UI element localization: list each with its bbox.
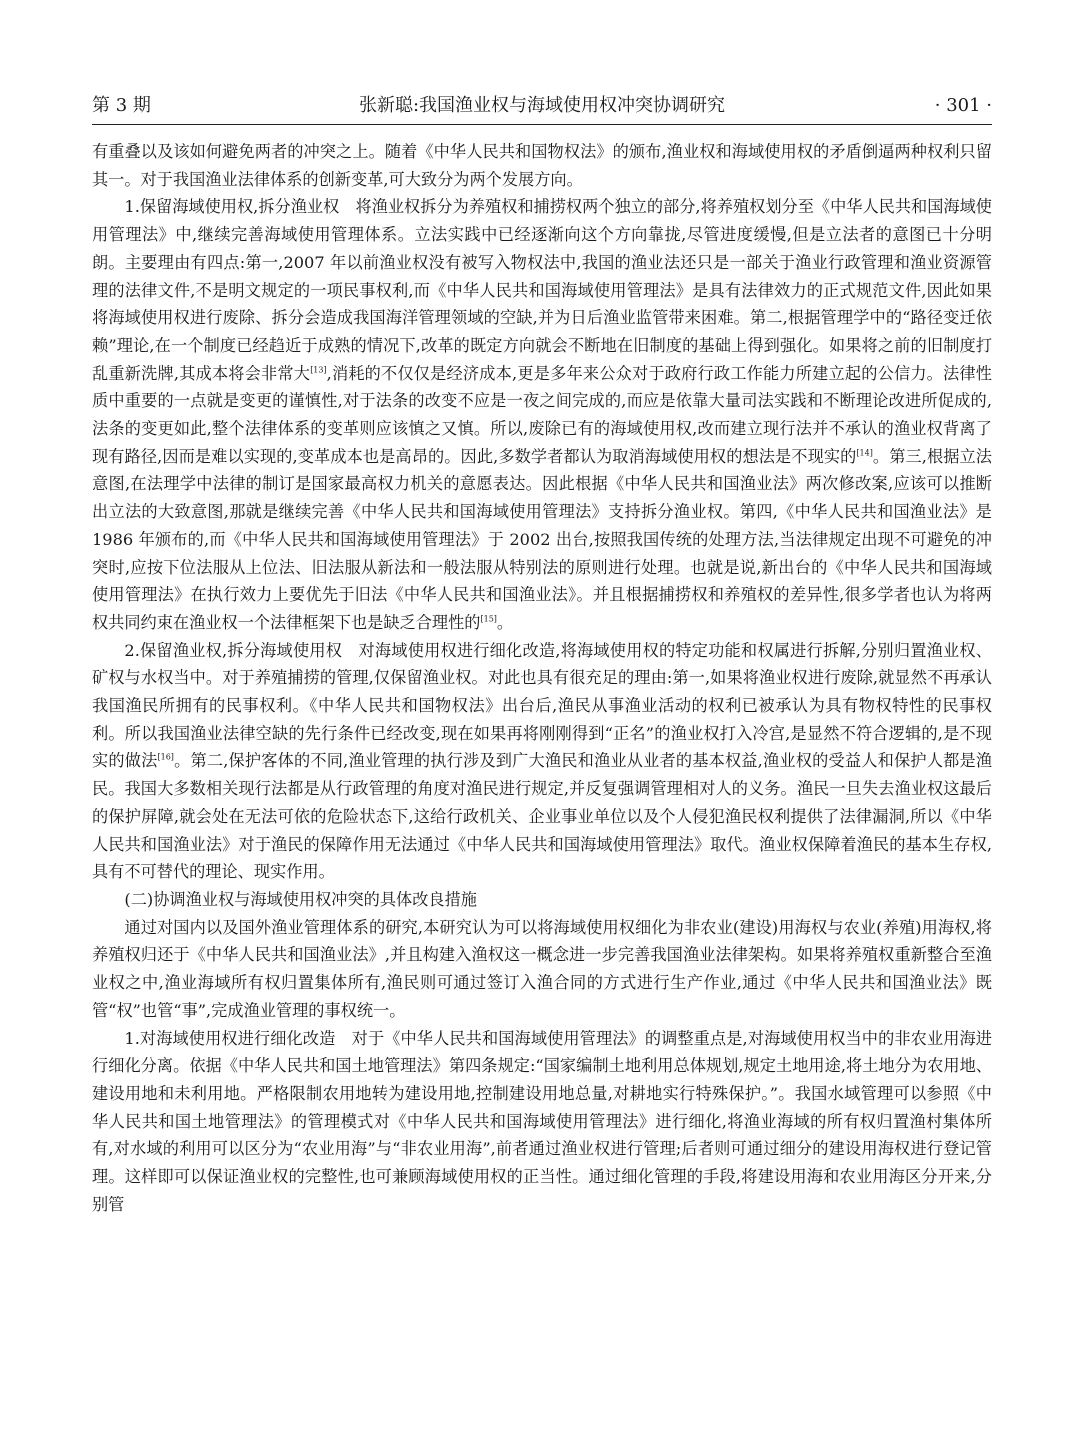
article-body xyxy=(92,138,992,1218)
paragraph xyxy=(92,637,992,886)
issue-number: 第 3 期 xyxy=(92,95,151,116)
paragraph xyxy=(92,914,992,1025)
header-rule xyxy=(92,124,992,125)
paragraph-text: 有重叠以及该如何避免两者的冲突之上。随着《中华人民共和国物权法》的颁布,渔业权和海域使用权的矛盾倒逼两种权利只留其一。对于我国渔业法律体系的创新变革,可大致分为两个发展方向。 xyxy=(92,142,992,189)
paragraph-text: (二)协调渔业权与海域使用权冲突的具体改良措施 xyxy=(124,889,477,909)
paragraph-text: 。第三,根据立法意图,在法理学中法律的制订是国家最高权力机关的意愿表达。因此根据《中华人民共和国渔业法》两次修改案,应该可以推断出立法的大致意图,那就是继续完善《中华人民共和国海域使用管理法》支持拆分渔业权。第四,《中华人民共和国渔业法》是 1986 年颁布的,而《中华人民共和国海域使用管理法》于 2002 出台,按照我国传统的处理方法,当法律规定出现不可避免的冲突时,应按下位法服从上位法、旧法服从新法和一般法服从特别法的原则进行处理。也就是说,新出台的《中华人民共和国海域使用管理法》在执行效力上要优先于旧法《中华人民共和国渔业法》。并且根据捕捞权和养殖权的差异性,很多学者也认为将两权共同约束在渔业权一个法律框架下也是缺乏合理性的 xyxy=(92,446,992,632)
citation-ref: [15] xyxy=(480,614,497,624)
paragraph-text: 。第二,保护客体的不同,渔业管理的执行涉及到广大渔民和渔业从业者的基本权益,渔业权的受益人和保护人都是渔民。我国大多数相关现行法都是从行政管理的角度对渔民进行规定,并反复强调管理相对人的义务。渔民一旦失去渔业权这最后的保护屏障,就会处在无法可依的危险状态下,这给行政机关、企业事业单位以及个人侵犯渔民权利提供了法律漏洞,所以《中华人民共和国渔业法》对于渔民的保障作用无法通过《中华人民共和国海域使用管理法》取代。渔业权保障着渔民的基本生存权,具有不可替代的理论、现实作用。 xyxy=(92,751,993,882)
running-header xyxy=(92,92,992,120)
paragraph-text: 1.保留海域使用权,拆分渔业权 将渔业权拆分为养殖权和捕捞权两个独立的部分,将养殖权划分至《中华人民共和国海域使用管理法》中,继续完善海域使用管理体系。立法实践中已经逐渐向这个方向靠拢,尽管进度缓慢,但是立法者的意图已十分明朗。主要理由有四点:第一,2007 年以前渔业权没有被写入物权法中,我国的渔业法还只是一部关于渔业行政管理和渔业资源管理的法律文件,不是明文规定的一项民事权利,而《中华人民共和国海域使用管理法》是具有法律效力的正式规范文件,因此如果将海域使用权进行废除、拆分会造成我国海洋管理领域的空缺,并为日后渔业监管带来困难。第二,根据管理学中的“路径变迁依赖”理论,在一个制度已经趋近于成熟的情况下,改革的既定方向就会不断地在旧制度的基础上得到强化。如果将之前的旧制度打乱重新洗牌,其成本将会非常大 xyxy=(92,197,992,383)
citation-ref: [14] xyxy=(856,448,873,458)
citation-ref: [13] xyxy=(310,365,327,375)
paragraph-text: 通过对国内以及国外渔业管理体系的研究,本研究认为可以将海域使用权细化为非农业(建设)用海权与农业(养殖)用海权,将养殖权归还于《中华人民共和国渔业法》,并且构建入渔权这一概念进一步完善我国渔业法律架构。如果将养殖权重新整合至渔业权之中,渔业海域所有权归置集体所有,渔民则可通过签订入渔合同的方式进行生产作业,通过《中华人民共和国渔业法》既管“权”也管“事”,完成渔业管理的事权统一。 xyxy=(92,917,992,1020)
paragraph xyxy=(92,886,992,914)
paragraph xyxy=(92,1025,992,1219)
paragraph-text: ,消耗的不仅仅是经济成本,更是多年来公众对于政府行政工作能力所建立起的公信力。法律性质中重要的一点就是变更的谨慎性,对于法条的改变不应是一夜之间完成的,而应是依靠大量司法实践和不断理论改进所促成的,法条的变更如此,整个法律体系的变革则应该慎之又慎。所以,废除已有的海域使用权,改而建立现行法并不承认的渔业权背离了现有路径,因而是难以实现的,变革成本也是高昂的。因此,多数学者都认为取消海域使用权的想法是不现实的 xyxy=(92,363,992,466)
citation-ref: [16] xyxy=(157,753,174,763)
paragraph xyxy=(92,138,992,193)
paragraph-text: 2.保留渔业权,拆分海域使用权 对海域使用权进行细化改造,将海域使用权的特定功能和权属进行拆解,分别归置渔业权、矿权与水权当中。对于养殖捕捞的管理,仅保留渔业权。对此也具有很充足的理由:第一,如果将渔业权进行废除,就显然不再承认我国渔民所拥有的民事权利。《中华人民共和国物权法》出台后,渔民从事渔业活动的权利已被承认为具有物权特性的民事权利。所以我国渔业法律空缺的先行条件已经改变,现在如果再将刚刚得到“正名”的渔业权打入冷宫,是显然不符合逻辑的,是不现实的做法 xyxy=(92,640,992,771)
paragraph-text: 。 xyxy=(496,612,514,632)
paragraph-text: 1.对海域使用权进行细化改造 对于《中华人民共和国海域使用管理法》的调整重点是,对海域使用权当中的非农业用海进行细化分离。依据《中华人民共和国土地管理法》第四条规定:“国家编制土地利用总体规划,规定土地用途,将土地分为农用地、建设用地和未利用地。严格限制农用地转为建设用地,控制建设用地总量,对耕地实行特殊保护。”。我国水域管理可以参照《中华人民共和国土地管理法》的管理模式对《中华人民共和国海域使用管理法》进行细化,将渔业海域的所有权归置渔村集体所有,对水域的利用可以区分为“农业用海”与“非农业用海”,前者通过渔业权进行管理;后者则可通过细分的建设用海权进行登记管理。这样即可以保证渔业权的完整性,也可兼顾海域使用权的正当性。通过细化管理的手段,将建设用海和农业用海区分开来,分别管 xyxy=(92,1028,992,1214)
article-title: 张新聪:我国渔业权与海域使用权冲突协调研究 xyxy=(358,95,726,116)
paragraph xyxy=(92,193,992,636)
page-number: · 301 · xyxy=(934,95,992,116)
